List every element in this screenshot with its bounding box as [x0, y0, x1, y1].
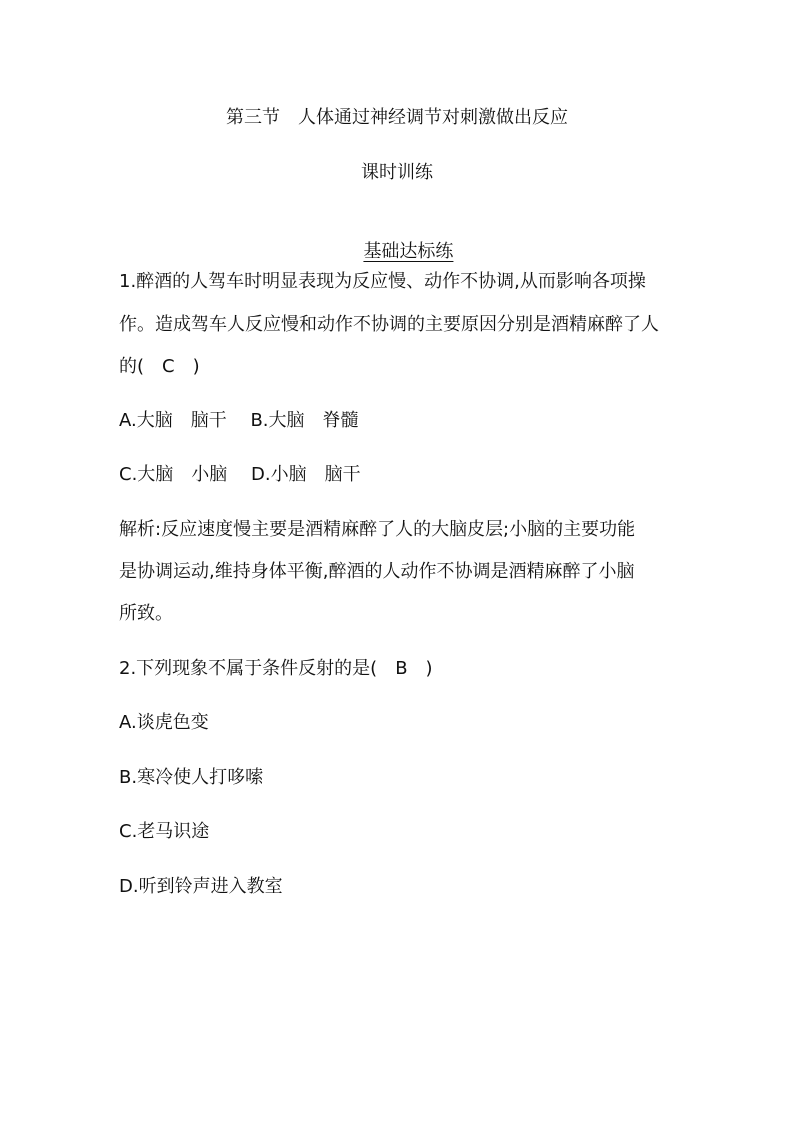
section-heading: 基础达标练: [363, 241, 454, 262]
q2-option-a: A.谈虎色变: [119, 712, 209, 733]
q2-option-b: B.寒冷使人打哆嗦: [119, 767, 264, 788]
q1-stem-line1: 1.醉酒的人驾车时明显表现为反应慢、动作不协调,从而影响各项操: [119, 271, 646, 292]
q2-stem: 2.下列现象不属于条件反射的是( B ): [119, 658, 433, 679]
page-title: 第三节 人体通过神经调节对刺激做出反应: [226, 107, 568, 128]
q1-explanation-line3: 所致。: [119, 603, 173, 624]
page-subtitle: 课时训练: [361, 162, 433, 183]
q2-option-c: C.老马识途: [119, 821, 210, 842]
q2-option-d: D.听到铃声进入教室: [119, 876, 283, 897]
q1-explanation-line1: 解析:反应速度慢主要是酒精麻醉了人的大脑皮层;小脑的主要功能: [119, 519, 636, 540]
q1-options-cd: C.大脑 小脑 D.小脑 脑干: [119, 464, 361, 485]
q1-options-ab: A.大脑 脑干 B.大脑 脊髓: [119, 410, 359, 431]
q1-explanation-line2: 是协调运动,维持身体平衡,醉酒的人动作不协调是酒精麻醉了小脑: [119, 561, 635, 582]
q1-stem-line2: 作。造成驾车人反应慢和动作不协调的主要原因分别是酒精麻醉了人: [119, 314, 659, 335]
q1-stem-line3: 的( C ): [119, 356, 200, 377]
